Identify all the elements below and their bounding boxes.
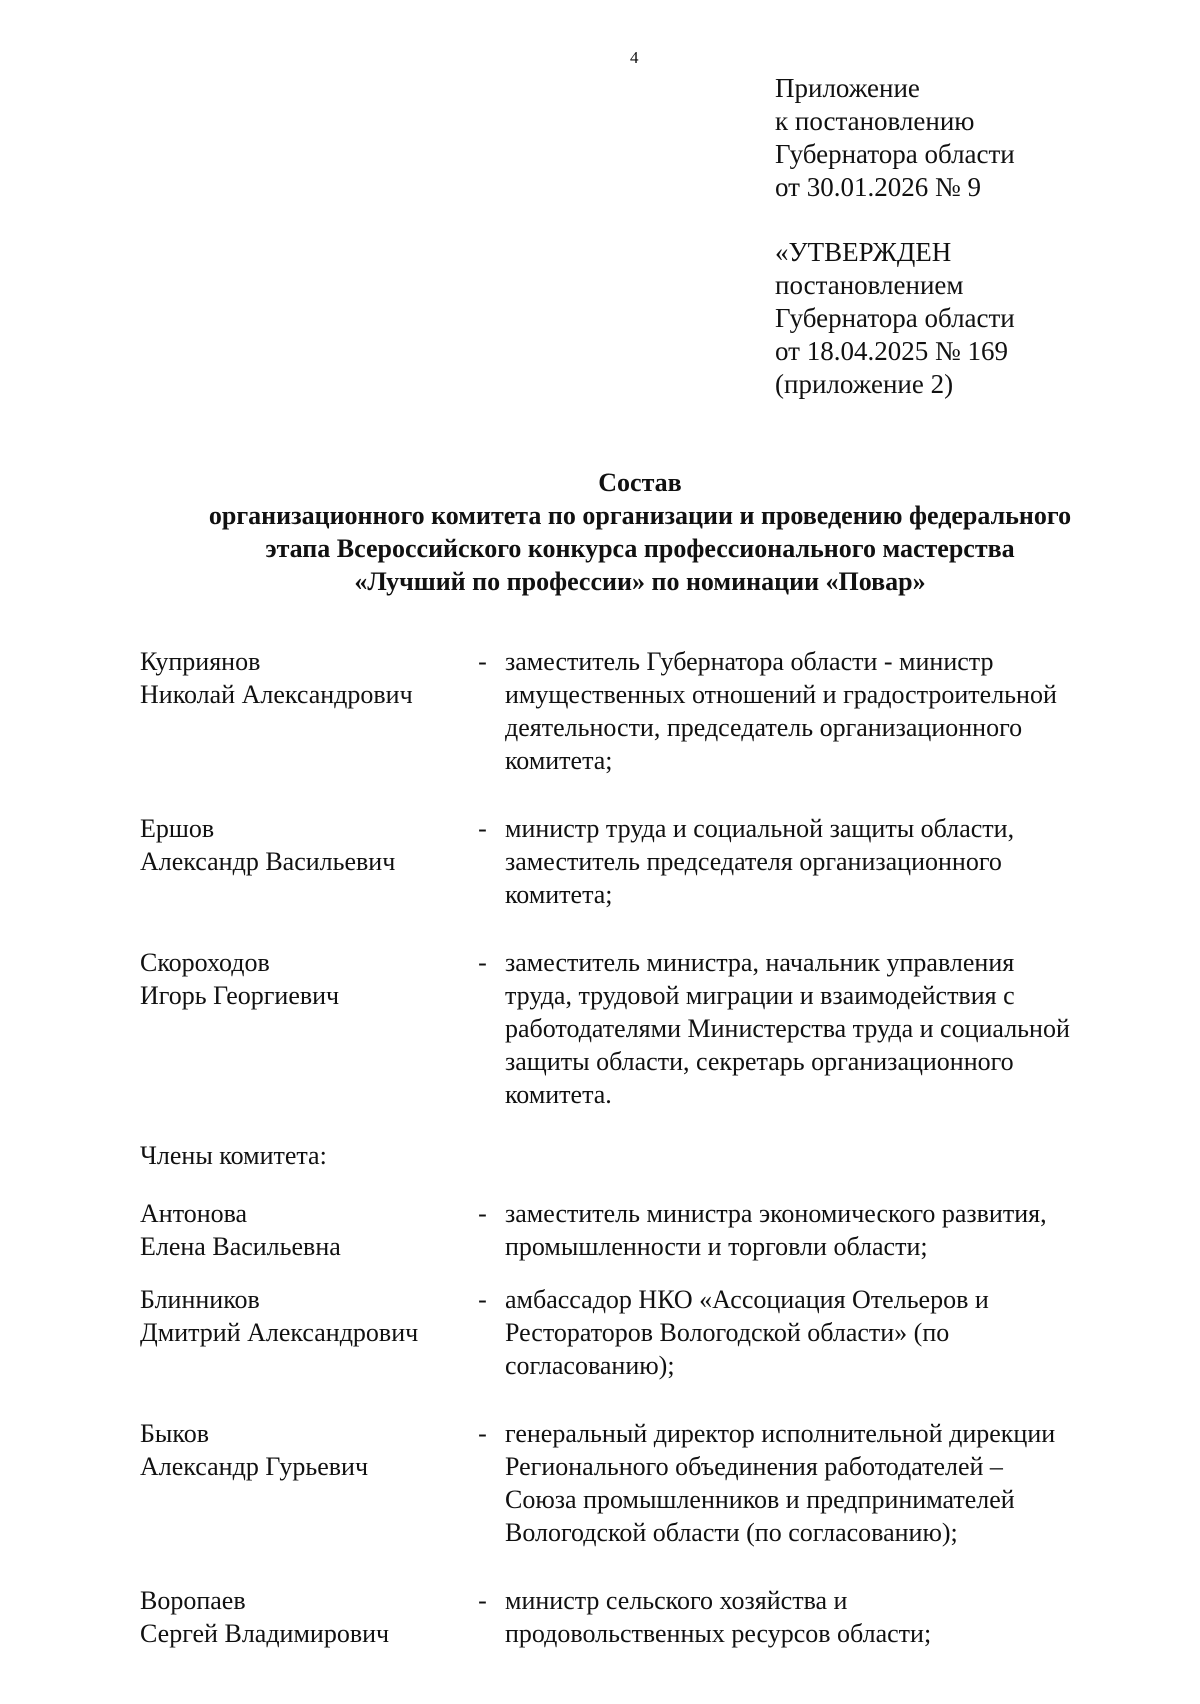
position-line: заместитель председателя организационного: [505, 847, 1002, 876]
page-number: 4: [630, 48, 639, 67]
appendix-header: [775, 72, 1015, 401]
member-name: [140, 1197, 460, 1263]
member-name: [140, 1417, 460, 1483]
approved-reference: [775, 236, 1015, 401]
member-surname: Куприянов: [140, 647, 261, 676]
position-line: заместитель Губернатора области - министр: [505, 647, 994, 676]
approved-line: «УТВЕРЖДЕН: [775, 237, 952, 267]
member-name: [140, 1584, 460, 1650]
member-position: [505, 812, 1140, 911]
committee-entry: [140, 812, 1140, 911]
members-section-label: Члены комитета:: [140, 1141, 327, 1170]
member-given-name: Александр Гурьевич: [140, 1452, 369, 1481]
approved-line: Губернатора области: [775, 303, 1015, 333]
member-name: [140, 812, 460, 878]
position-line: продовольственных ресурсов области;: [505, 1619, 932, 1648]
title-line: этапа Всероссийского конкурса профессионального мастерства: [265, 534, 1015, 563]
member-position: [505, 1197, 1140, 1263]
member-position: [505, 946, 1140, 1111]
approved-line: (приложение 2): [775, 369, 954, 399]
position-line: комитета;: [505, 746, 613, 775]
member-given-name: Николай Александрович: [140, 680, 413, 709]
position-line: комитета.: [505, 1080, 612, 1109]
appendix-line: Приложение: [775, 73, 920, 103]
member-surname: Антонова: [140, 1199, 248, 1228]
appendix-line: к постановлению: [775, 106, 975, 136]
position-line: работодателями Министерства труда и социальной: [505, 1014, 1070, 1043]
position-line: генеральный директор исполнительной дирекции: [505, 1419, 1056, 1448]
committee-list: [140, 645, 1140, 1650]
position-line: министр труда и социальной защиты области,: [505, 814, 1015, 843]
appendix-line: Губернатора области: [775, 139, 1015, 169]
position-line: согласованию);: [505, 1351, 675, 1380]
committee-entry: [140, 1584, 1140, 1650]
committee-entry: [140, 645, 1140, 777]
entry-dash: -: [478, 1285, 487, 1314]
position-line: промышленности и торговли области;: [505, 1232, 928, 1261]
member-given-name: Елена Васильевна: [140, 1232, 341, 1261]
position-line: Вологодской области (по согласованию);: [505, 1518, 958, 1547]
position-line: труда, трудовой миграции и взаимодействия с: [505, 981, 1015, 1010]
member-position: [505, 1417, 1140, 1549]
member-given-name: Сергей Владимирович: [140, 1619, 390, 1648]
committee-entry: [140, 1197, 1140, 1263]
title-line: организационного комитета по организации и проведению федерального: [208, 501, 1072, 530]
member-name: [140, 1283, 460, 1349]
entry-dash: -: [478, 948, 487, 977]
member-name: [140, 946, 460, 1012]
position-line: деятельности, председатель организационного: [505, 713, 1023, 742]
title-line: «Лучший по профессии» по номинации «Повар»: [354, 567, 926, 596]
member-surname: Блинников: [140, 1285, 260, 1314]
member-given-name: Игорь Георгиевич: [140, 981, 340, 1010]
position-line: заместитель министра, начальник управления: [505, 948, 1015, 977]
approved-line: от 18.04.2025 № 169: [775, 336, 1008, 366]
member-name: [140, 645, 460, 711]
entry-dash: -: [478, 1419, 487, 1448]
member-surname: Воропаев: [140, 1586, 246, 1615]
position-line: защиты области, секретарь организационного: [505, 1047, 1014, 1076]
member-surname: Быков: [140, 1419, 209, 1448]
member-position: [505, 645, 1140, 777]
committee-entry: [140, 946, 1140, 1111]
committee-entry: [140, 1283, 1140, 1382]
entry-dash: -: [478, 814, 487, 843]
member-surname: Скороходов: [140, 948, 270, 977]
member-surname: Ершов: [140, 814, 215, 843]
entry-dash: -: [478, 1199, 487, 1228]
entry-dash: -: [478, 1586, 487, 1615]
member-given-name: Александр Васильевич: [140, 847, 396, 876]
approved-line: постановлением: [775, 270, 964, 300]
member-given-name: Дмитрий Александрович: [140, 1318, 419, 1347]
position-line: имущественных отношений и градостроительной: [505, 680, 1057, 709]
position-line: Регионального объединения работодателей –: [505, 1452, 1003, 1481]
position-line: заместитель министра экономического развития,: [505, 1199, 1047, 1228]
position-line: амбассадор НКО «Ассоциация Отельеров и: [505, 1285, 989, 1314]
committee-entry: [140, 1417, 1140, 1549]
position-line: комитета;: [505, 880, 613, 909]
position-line: министр сельского хозяйства и: [505, 1586, 848, 1615]
document-title: [100, 466, 1180, 598]
appendix-line: от 30.01.2026 № 9: [775, 172, 981, 202]
title-line: Состав: [598, 468, 682, 497]
member-position: [505, 1283, 1140, 1382]
appendix-reference: [775, 72, 1015, 204]
entry-dash: -: [478, 647, 487, 676]
position-line: Рестораторов Вологодской области» (по: [505, 1318, 950, 1347]
member-position: [505, 1584, 1140, 1650]
position-line: Союза промышленников и предпринимателей: [505, 1485, 1015, 1514]
